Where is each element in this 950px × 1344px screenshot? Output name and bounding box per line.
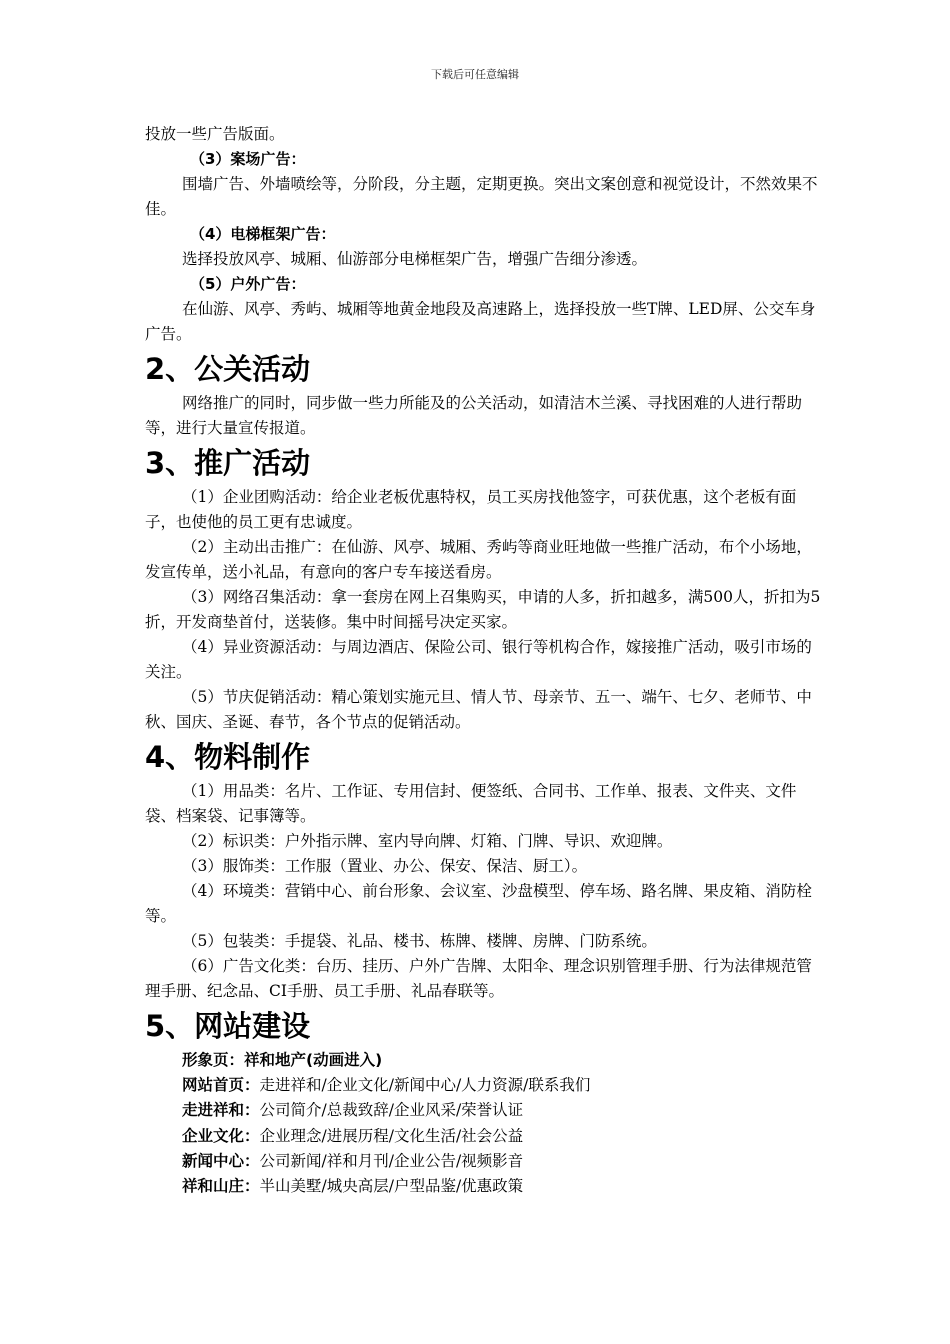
section-paragraph: （2）主动出击推广：在仙游、风亭、城厢、秀屿等商业旺地做一些推广活动，布个小场地，发宣传单，送小礼品，有意向的客户专车接送看房。	[145, 538, 812, 581]
website-row-label: 网站首页：	[182, 1076, 260, 1095]
ad-item-body: 围墙广告、外墙喷绘等，分阶段，分主题，定期更换。突出文案创意和视觉设计，不然效果不佳。	[145, 175, 818, 218]
website-row-label: 走进祥和：	[182, 1101, 260, 1120]
section-heading-website: 5、网站建设	[145, 1009, 311, 1043]
section-paragraph: （4）环境类：营销中心、前台形象、会议室、沙盘模型、停车场、路名牌、果皮箱、消防栓等。	[145, 882, 812, 925]
website-row-label: 祥和山庄：	[182, 1177, 260, 1196]
section-paragraph: （4）异业资源活动：与周边酒店、保险公司、银行等机构合作，嫁接推广活动，吸引市场的关注。	[145, 638, 812, 681]
ad-item-body: 在仙游、风亭、秀屿、城厢等地黄金地段及高速路上，选择投放一些T牌、LED屏、公交车身广告。	[145, 300, 816, 343]
website-row-value: 公司新闻/祥和月刊/企业公告/视频影音	[259, 1151, 524, 1170]
website-row-label: 企业文化：	[182, 1126, 260, 1145]
intro-line: 投放一些广告版面。	[145, 125, 285, 143]
ad-item-title: （5）户外广告：	[190, 275, 306, 293]
website-row-value: 公司简介/总裁致辞/企业风采/荣誉认证	[259, 1101, 524, 1120]
section-heading-promotion: 3、推广活动	[145, 446, 311, 480]
ad-item-title: （4）电梯框架广告：	[190, 225, 336, 243]
section-heading-pr: 2、公关活动	[145, 352, 311, 386]
website-row	[145, 1073, 825, 1098]
ad-item-title: （3）案场广告：	[190, 150, 306, 168]
page-header: 下载后可任意编辑	[431, 68, 519, 81]
website-row-value: 企业理念/进展历程/文化生活/社会公益	[259, 1126, 524, 1145]
website-row-label: 新闻中心：	[182, 1151, 260, 1170]
website-row-label: 形象页：祥和地产(动画进入)	[182, 1051, 383, 1069]
website-row	[145, 1098, 825, 1123]
section-paragraph: （5）包装类：手提袋、礼品、楼书、栋牌、楼牌、房牌、门防系统。	[182, 932, 657, 950]
section-paragraph: （1）用品类：名片、工作证、专用信封、便签纸、合同书、工作单、报表、文件夹、文件袋、档案袋、记事簿等。	[145, 782, 797, 825]
section-paragraph: （2）标识类：户外指示牌、室内导向牌、灯箱、门牌、导识、欢迎牌。	[182, 832, 673, 850]
section-paragraph: （6）广告文化类：台历、挂历、户外广告牌、太阳伞、理念识别管理手册、行为法律规范管理手册、纪念品、CI手册、员工手册、礼品春联等。	[145, 957, 812, 1000]
section-paragraph: （5）节庆促销活动：精心策划实施元旦、情人节、母亲节、五一、端午、七夕、老师节、中秋、国庆、圣诞、春节，各个节点的促销活动。	[145, 688, 812, 731]
website-row-value: 半山美墅/城央高层/户型品鉴/优惠政策	[259, 1177, 524, 1196]
section-paragraph: 网络推广的同时，同步做一些力所能及的公关活动，如清洁木兰溪、寻找困难的人进行帮助等，进行大量宣传报道。	[145, 394, 803, 437]
website-row	[145, 1149, 825, 1174]
section-paragraph: （3）网络召集活动：拿一套房在网上召集购买，申请的人多，折扣越多，满500人，折扣为5折，开发商垫首付，送装修。集中时间摇号决定买家。	[145, 588, 821, 631]
website-row	[145, 1174, 825, 1199]
ad-item-body: 选择投放风亭、城厢、仙游部分电梯框架广告，增强广告细分渗透。	[182, 250, 648, 268]
website-row	[145, 1048, 825, 1073]
website-row-value: 走进祥和/企业文化/新闻中心/人力资源/联系我们	[259, 1076, 591, 1095]
section-paragraph: （3）服饰类：工作服（置业、办公、保安、保洁、厨工）。	[182, 857, 588, 875]
section-heading-materials: 4、物料制作	[145, 740, 311, 774]
section-paragraph: （1）企业团购活动：给企业老板优惠特权，员工买房找他签字，可获优惠，这个老板有面子，也使他的员工更有忠诚度。	[145, 488, 797, 531]
website-row	[145, 1124, 825, 1149]
document-body	[145, 122, 825, 1199]
